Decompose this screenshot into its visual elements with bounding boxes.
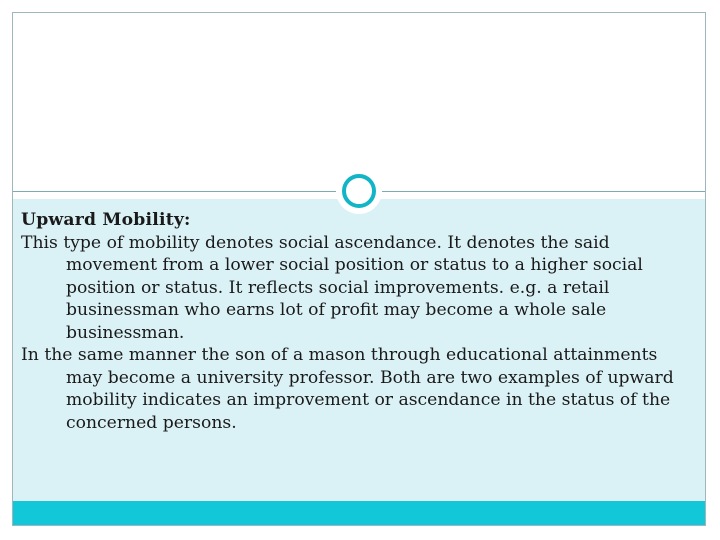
slide xyxy=(12,12,706,526)
paragraph-definition: This type of mobility denotes social ascendance. It denotes the said movement from a lower social position or status to a higher social position or status. It reflects social improvements. e.g. a retail businessman who earns lot of profit may become a whole sale businessman. xyxy=(21,232,643,343)
title-area xyxy=(13,13,705,191)
paragraph-example: In the same manner the son of a mason through educational attainments may become a university professor. Both are two examples of upward mobility indicates an improvement or ascendance in the status of the concerned persons. xyxy=(21,345,674,433)
bottom-bar xyxy=(13,501,705,525)
body-text xyxy=(21,209,693,434)
circle-ornament-icon xyxy=(336,168,382,214)
ring-icon xyxy=(342,174,376,208)
section-heading: Upward Mobility: xyxy=(21,210,191,230)
